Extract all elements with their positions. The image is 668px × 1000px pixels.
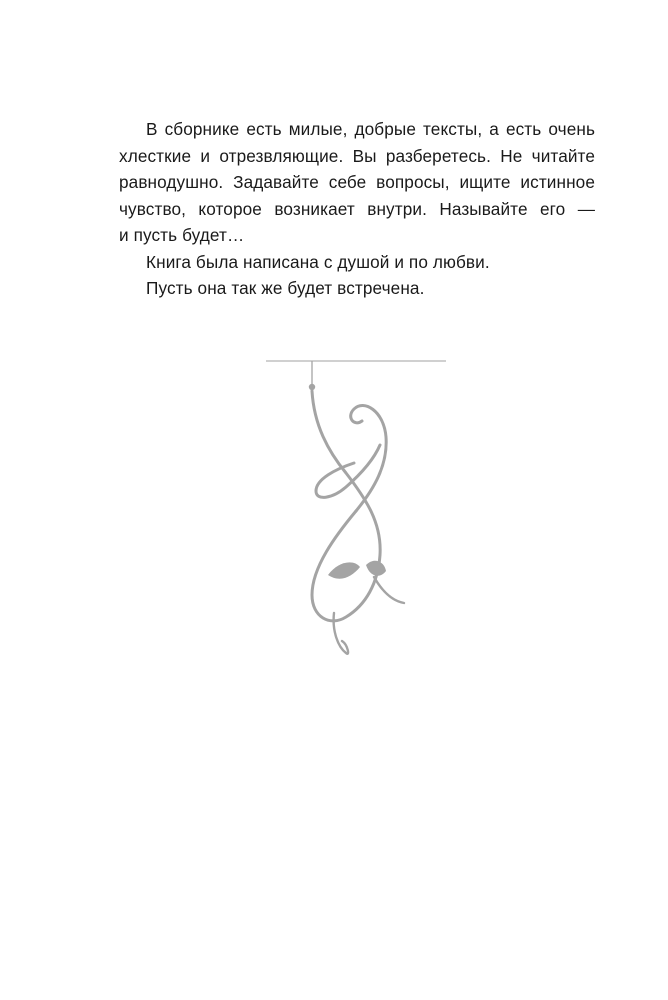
ornament-leaf-left [328,562,360,578]
paragraph-1-line-4: чувство, которое возникает внутри. Называйте его — [119,198,595,219]
ornament-leaf-right [366,561,386,576]
paragraph-1-line-1: В сборнике есть милые, добрые тексты, а есть очень [146,119,595,139]
body-text [119,116,595,302]
ornament-top-curl [351,405,387,511]
ornament-right-sweep [374,577,404,603]
paragraph-3: Пусть она так же будет встречена. [146,278,425,298]
paragraph-1-line-2: хлесткие и отрезвляющие. Вы разберетесь. Не читайте [119,145,595,166]
ornament-bead [309,384,315,390]
ornament-main-stroke [312,391,380,621]
paragraph-1-line-5: и пусть будет… [119,225,245,245]
paragraph-1-line-3: равнодушно. Задавайте себе вопросы, ищите истинное [119,172,595,192]
paragraph-2: Книга была написана с душой и по любви. [146,251,490,272]
flourish-ornament-icon [262,355,452,665]
